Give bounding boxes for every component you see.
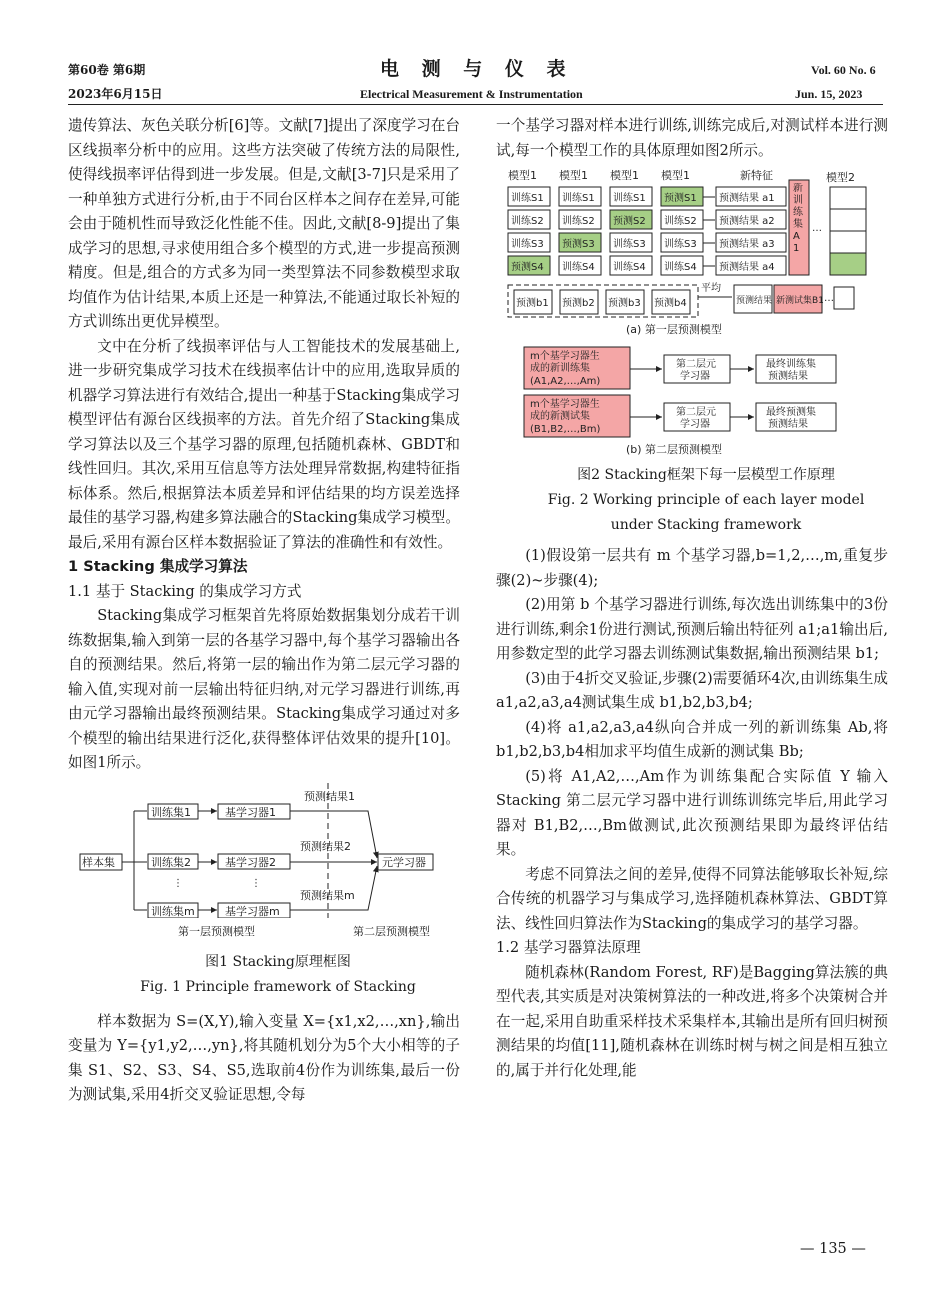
- paragraph: 一个基学习器对样本进行训练,训练完成后,对测试样本进行测试,每一个模型工作的具体原理如图2所示。: [496, 117, 888, 159]
- model-header: 模型1: [559, 169, 588, 182]
- figure-1-diagram: [68, 778, 460, 918]
- out-text: 最终预测集: [766, 407, 816, 418]
- box-text: m个基学习器生: [530, 351, 600, 362]
- pred-b-text: 预测b2: [562, 298, 595, 309]
- base-label: 基学习器m: [225, 904, 280, 918]
- out-text: 最终训练集: [766, 359, 816, 370]
- step: (1)假设第一层共有 m 个基学习器,b=1,2,…,m,重复步骤(2)~步骤(4);: [496, 547, 888, 589]
- cell-text: 训练S4: [613, 262, 646, 273]
- page-number: — 135 —: [800, 1241, 866, 1257]
- cell-text: 预测S2: [613, 216, 646, 227]
- right-column: [496, 114, 888, 1083]
- new-test-text: 新测试集B1: [776, 296, 824, 306]
- subsection-heading: 1.2 基学习器算法原理: [496, 939, 641, 956]
- box-text: m个基学习器生: [530, 399, 600, 410]
- figure-1: [68, 778, 460, 918]
- model-header: 模型1: [661, 169, 690, 182]
- cell-text: 训练S2: [511, 216, 544, 227]
- cell-text: 训练S1: [511, 193, 544, 204]
- cell-text: 训练S2: [562, 216, 595, 227]
- model2-cell: [830, 231, 866, 253]
- cell-text: 训练S3: [511, 239, 544, 250]
- meta-text: 学习器: [680, 419, 710, 430]
- figure-2-caption-en: under Stacking framework: [610, 517, 802, 533]
- cell-text: 训练S3: [613, 239, 646, 250]
- step: (2)用第 b 个基学习器进行训练,每次选出训练集中的3份进行训练,剩余1份进行测试,预测后输出特征列 a1;a1输出后,用参数定型的此学习器去训练测试集数据,输出预测结果 b1;: [496, 596, 888, 662]
- meta-text: 第二层元: [676, 407, 716, 418]
- meta-label: 元学习器: [382, 855, 426, 869]
- out-text: 预测结果: [768, 371, 808, 382]
- model-header: 模型1: [508, 169, 537, 182]
- subsection-heading: 1.1 基于 Stacking 的集成学习方式: [68, 582, 302, 600]
- meta-text: 第二层元: [676, 359, 716, 370]
- pred-label: 预测结果1: [304, 789, 355, 803]
- meta-text: 学习器: [680, 371, 710, 382]
- cell-text: 预测S1: [664, 193, 697, 204]
- section-heading: 1 Stacking 集成学习算法: [68, 558, 248, 575]
- pred-b-text: 预测b3: [608, 298, 641, 309]
- split-lines: [122, 811, 147, 910]
- fig2a-sublabel: (a) 第一层预测模型: [626, 323, 722, 336]
- ellipsis: …: [812, 223, 822, 234]
- vertical-dots: ⋮: [173, 877, 183, 889]
- ellipsis: …: [824, 293, 834, 304]
- train-label: 训练集m: [151, 904, 195, 918]
- cell-text: 训练S1: [562, 193, 595, 204]
- box-text: (B1,B2,…,Bm): [530, 424, 601, 435]
- paragraph: Stacking集成学习框架首先将原始数据集划分成若干训练数据集,输入到第一层的各基学习器中,每个基学习器输出各自的预测结果。然后,将第一层的输出作为第二层元学习器的输入值,实现对前一层输出特征归纳,对元学习器进行训练,再由元学习器输出最终预测结果。Stacking集成学习通过对多个模型的输出结果进行泛化,获得整体评估效果的提升[10]。如图1所示。: [68, 607, 460, 771]
- pred-b-text: 预测b4: [654, 298, 687, 309]
- figure-2a-diagram: [496, 167, 888, 337]
- header-vol-en: Vol. 60 No. 6: [811, 63, 876, 77]
- result-text: 预测结果 a1: [719, 193, 775, 204]
- sample-label: 样本集: [82, 855, 115, 869]
- figure-2-caption-en: Fig. 2 Working principle of each layer model: [547, 492, 865, 508]
- pred-result-text: 预测结果: [736, 296, 773, 306]
- cell-text: 训练S3: [664, 239, 697, 250]
- paragraph: 遗传算法、灰色关联分析[6]等。文献[7]提出了深度学习在台区线损率分析中的应用。这些方法突破了传统方法的局限性,使得线损率评估得到进一步发展。但是,文献[3-7]只是采用了一种单独方式进行分析,由于不同台区样本之间存在差异,可能会由于随机性而导致泛化性能不佳。因此,文献[8-9]提出了集成学习的思想,寻求使用组合多个模型的方式,进一步提高预测精度。但是,组合的方式多为同一类型算法不同参数模型求取均值作为估计结果,本质上还是一种算法,不能通过取长补短的方式训练出更优异模型。: [68, 117, 460, 330]
- base-label: 基学习器1: [225, 805, 276, 819]
- header-rule: [68, 104, 883, 105]
- layer1-label: 第一层预测模型: [178, 924, 255, 938]
- journal-title-en: Electrical Measurement & Instrumentation: [360, 87, 583, 101]
- result-text: 预测结果 a2: [719, 216, 775, 227]
- paragraph: 随机森林(Random Forest, RF)是Bagging算法簇的典型代表,其实质是对决策树算法的一种改进,将多个决策树合并在一起,采用自助重采样技术采集样本,其输出是所有回归树预测结果的均值[11],随机森林在训练时树与树之间是相互独立的,属于并行化处理,能: [496, 963, 888, 1079]
- box-text: 成的新训练集: [530, 363, 590, 374]
- figure-2b-diagram: [496, 339, 888, 457]
- model2-cell: [830, 209, 866, 231]
- paragraph: 考虑不同算法之间的差异,使得不同算法能够取长补短,综合传统的机器学习与集成学习,选择随机森林算法、GBDT算法、线性回归算法作为Stacking的集成学习的基学习器。: [496, 865, 888, 932]
- step: (4)将 a1,a2,a3,a4纵向合并成一列的新训练集 Ab,将 b1,b2,b3,b4相加求平均值生成新的测试集 Bb;: [496, 718, 888, 760]
- cell-text: 预测S4: [511, 262, 544, 273]
- model-header: 模型1: [610, 169, 639, 182]
- cell-text: 训练S4: [562, 262, 595, 273]
- step: (5)将 A1,A2,…,Am作为训练集配合实际值 Y 输入 Stacking 第二层元学习器中进行训练训练完毕后,用此学习器对 B1,B2,…,Bm做测试,此次预测结果即为最终评估结果。: [496, 767, 888, 858]
- base-label: 基学习器2: [225, 855, 276, 869]
- figure-1-caption-en: Fig. 1 Principle framework of Stacking: [140, 978, 416, 995]
- model2-cell: [830, 253, 866, 275]
- model2-header: 模型2: [826, 171, 855, 184]
- arrow: [290, 866, 377, 910]
- arrows: [703, 197, 715, 266]
- figure-2a: [496, 167, 888, 337]
- left-column: [68, 114, 460, 1108]
- model2-test-cell: [834, 287, 854, 309]
- pred-label: 预测结果m: [300, 888, 355, 902]
- figure-1-caption-cn: 图1 Stacking原理框图: [205, 953, 351, 970]
- header-date: 2023年6月15日: [68, 87, 163, 101]
- result-text: 预测结果 a3: [719, 239, 775, 250]
- header-date-en: Jun. 15, 2023: [795, 87, 863, 101]
- figure-1-layer-labels: [68, 918, 460, 942]
- cell-text: 训练S4: [664, 262, 697, 273]
- train-label: 训练集2: [151, 855, 191, 869]
- pred-b-text: 预测b1: [516, 298, 549, 309]
- fig2b-sublabel: (b) 第二层预测模型: [626, 443, 723, 456]
- figure-2b: [496, 339, 888, 457]
- avg-label: 平均: [701, 283, 721, 294]
- result-text: 预测结果 a4: [719, 262, 775, 273]
- figure-2-caption-cn: 图2 Stacking框架下每一层模型工作原理: [577, 467, 835, 483]
- out-text: 预测结果: [768, 419, 808, 430]
- paragraph: 样本数据为 S=(X,Y),输入变量 X={x1,x2,…,xn},输出变量为 Y={y1,y2,…,yn},将其随机划分为5个大小相等的子集 S1、S2、S3、S4、S5,选取前4份作为训练集,最后一份为测试集,采用4折交叉验证思想,令每: [68, 1012, 460, 1103]
- pred-label: 预测结果2: [300, 839, 351, 853]
- step: (3)由于4折交叉验证,步骤(2)需要循环4次,由训练集生成 a1,a2,a3,a4测试集生成 b1,b2,b3,b4;: [496, 669, 888, 711]
- new-train-text: 新训练集A1: [793, 183, 803, 254]
- journal-title-cn: 电 测 与 仪 表: [380, 58, 574, 80]
- cell-text: 预测S3: [562, 239, 595, 250]
- cell-text: 训练S2: [664, 216, 697, 227]
- box-text: 成的新测试集: [530, 411, 590, 422]
- new-feature-header: 新特征: [740, 169, 773, 182]
- model2-cell: [830, 187, 866, 209]
- layer2-label: 第二层预测模型: [353, 924, 430, 938]
- paragraph: 文中在分析了线损率评估与人工智能技术的发展基础上,进一步研究集成学习技术在线损率估计中的应用,选取异质的机器学习算法进行有效结合,提出一种基于Stacking集成学习模型评估有源台区线损率的方法。首先介绍了Stacking集成学习算法以及三个基学习器的原理,包括随机森林、GBDT和线性回归。其次,采用互信息等方法处理异常数据,构建特征指标体系。然后,根据算法本质差异和评估结果的均方误差选择最佳的基学习器,构建多算法融合的Stacking集成学习模型。最后,采用有源台区样本数据验证了算法的准确性和有效性。: [68, 337, 460, 551]
- box-text: (A1,A2,…,Am): [530, 376, 601, 387]
- header-vol-issue: 第60卷 第6期: [68, 63, 146, 77]
- cell-text: 训练S1: [613, 193, 646, 204]
- vertical-dots: ⋮: [251, 877, 261, 889]
- train-label: 训练集1: [151, 805, 191, 819]
